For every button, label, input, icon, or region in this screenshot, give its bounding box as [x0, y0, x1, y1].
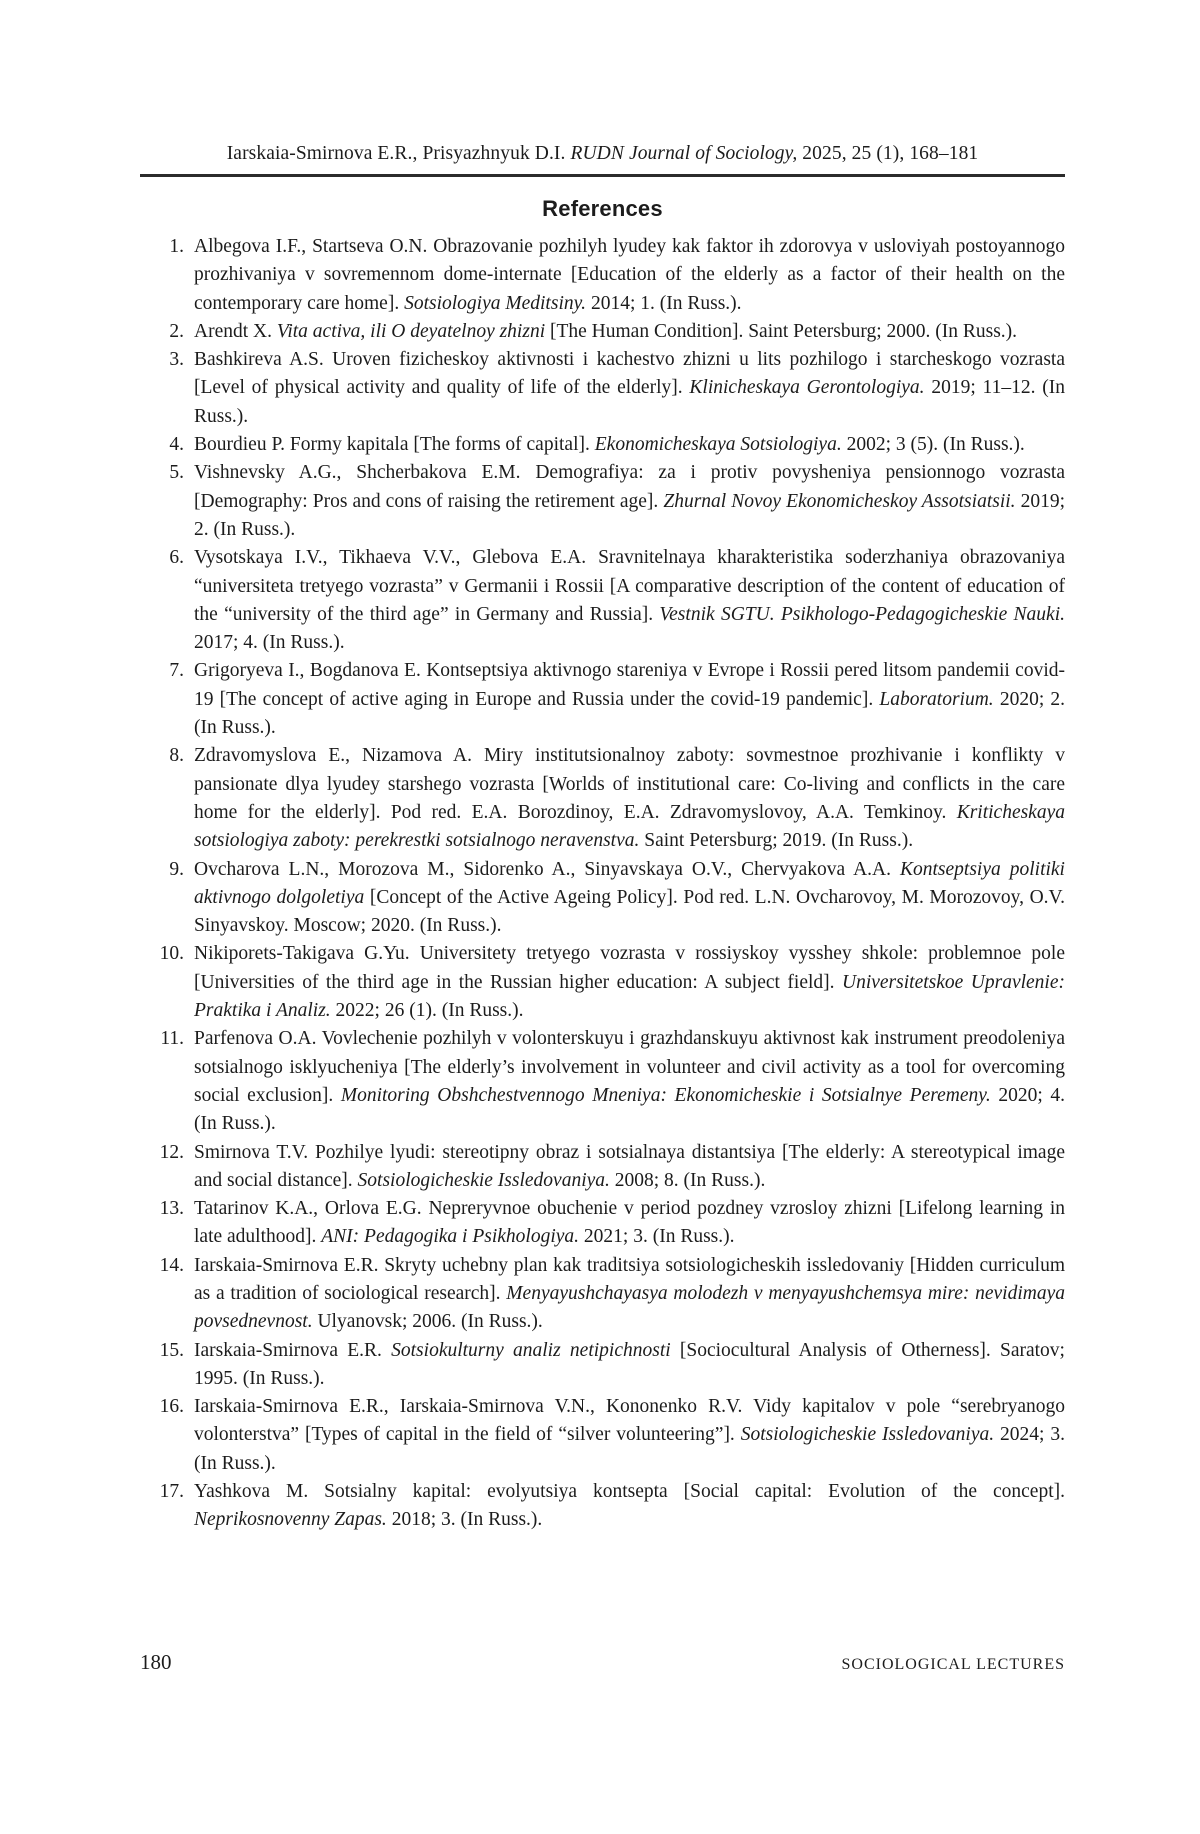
reference-number: 7. — [169, 660, 184, 682]
header-authors: Iarskaia-Smirnova E.R., Prisyazhnyuk D.I. — [226, 143, 571, 164]
reference-item — [140, 1025, 1065, 1138]
reference-number: 15. — [159, 1339, 184, 1361]
reference-number: 14. — [159, 1254, 184, 1276]
reference-item — [140, 940, 1065, 1025]
reference-item — [140, 459, 1065, 544]
reference-number: 16. — [159, 1396, 184, 1418]
reference-item — [140, 233, 1065, 318]
reference-item — [140, 1195, 1065, 1252]
reference-text: Yashkova M. Sotsialny kapital: evolyutsiya kontsepta [Social capital: Evolution of the concept]. Neprikosnovenny Zapas. 2018; 3. (In Russ.). — [194, 1481, 1065, 1531]
references-heading: References — [542, 196, 663, 221]
reference-text: Vysotskaya I.V., Tikhaeva V.V., Glebova E.A. Sravnitelnaya kharakteristika soderzhaniya obrazovaniya “universiteta tretyego vozrasta” v Germanii i Rossii [A comparative description of the content of education of the “university of the third age” in Germany and Russia]. Vestnik SGTU. Psikhologo-Pedagogicheskie Nauki. 2017; 4. (In Russ.). — [194, 547, 1065, 654]
reference-text: Grigoryeva I., Bogdanova E. Kontseptsiya aktivnogo stareniya v Evrope i Rossii pered litsom pandemii covid-19 [The concept of active aging in Europe and Russia under the covid-19 pandemic]. Laboratorium. 2020; 2. (In Russ.). — [194, 660, 1066, 739]
reference-item — [140, 346, 1065, 431]
reference-item — [140, 1478, 1065, 1535]
reference-number: 8. — [169, 745, 184, 767]
reference-text: Bourdieu P. Formy kapitala [The forms of capital]. Ekonomicheskaya Sotsiologiya. 2002; 3 (5). (In Russ.). — [194, 434, 1025, 456]
reference-text: Arendt X. Vita activa, ili O deyatelnoy zhizni [The Human Condition]. Saint Petersburg; 2000. (In Russ.). — [194, 320, 1018, 342]
reference-text: Nikiporets-Takigava G.Yu. Universitety tretyego vozrasta v rossiyskoy vysshey shkole: problemnoe pole [Universities of the third age in the Russian higher education: A subject field]. Universitetskoe Upravlenie: Praktika i Analiz. 2022; 26 (1). (In Russ.). — [194, 943, 1065, 1022]
reference-item — [140, 1139, 1065, 1196]
page-number: 180 — [140, 1650, 172, 1674]
reference-number: 1. — [169, 236, 184, 257]
reference-number: 17. — [159, 1481, 184, 1503]
reference-number: 3. — [169, 349, 184, 371]
reference-text: Vishnevsky A.G., Shcherbakova E.M. Demografiya: za i protiv povysheniya pensionnogo vozrasta [Demography: Pros and cons of raising the retirement age]. Zhurnal Novoy Ekonomicheskoy Assotsiatsii. 2019; 2. (In Russ.). — [194, 462, 1066, 540]
reference-number: 12. — [159, 1141, 184, 1163]
reference-number: 6. — [169, 547, 184, 569]
reference-item — [140, 318, 1065, 346]
reference-text: Parfenova O.A. Vovlechenie pozhilyh v volonterskuyu i grazhdanskuyu aktivnost kak instrument preodoleniya sotsialnogo isklyucheniya [The elderly’s involvement in volunteer and civil activity as a tool for overcoming social exclusion]. Monitoring Obshchestvennogo Mneniya: Ekonomicheskie i Sotsialnye Peremeny. 2020; 4. (In Russ.). — [194, 1028, 1066, 1135]
reference-text: Iarskaia-Smirnova E.R. Skryty uchebny plan kak traditsiya sotsiologicheskih issledovaniy [Hidden curriculum as a tradition of sociological research]. Menyayushchayasya molodezh v menyayushchemsya mire: nevidimaya povsednevnost. Ulyanovsk; 2006. (In Russ.). — [194, 1254, 1065, 1333]
reference-text: Iarskaia-Smirnova E.R., Iarskaia-Smirnova V.N., Kononenko R.V. Vidy kapitalov v pole “serebryanogo volonterstva” [Types of capital in the field of “silver volunteering”]. Sotsiologicheskie Issledovaniya. 2024; 3. (In Russ.). — [194, 1396, 1066, 1474]
reference-text: Smirnova T.V. Pozhilye lyudi: stereotipny obraz i sotsialnaya distantsiya [The elderly: A stereotypical image and social distance]. Sotsiologicheskie Issledovaniya. 2008; 8. (In Russ.). — [194, 1141, 1065, 1191]
reference-item — [140, 657, 1065, 742]
header-journal-title: RUDN Journal of Sociology, — [570, 143, 798, 164]
reference-number: 13. — [159, 1198, 184, 1220]
reference-text: Zdravomyslova E., Nizamova A. Miry institutsionalnoy zaboty: sovmestnoe prozhivanie i konflikty v pansionate dlya lyudey starshego vozrasta [Worlds of institutional care: Co-living and conflicts in the care home for the elderly]. Pod red. E.A. Borozdinoy, E.A. Zdravomyslovoy, A.A. Temkinoy. Kriticheskaya sotsiologiya zaboty: perekrestki sotsialnogo neravenstva. Saint Petersburg; 2019. (In Russ.). — [194, 745, 1065, 852]
reference-item — [140, 431, 1065, 459]
reference-text: Bashkireva A.S. Uroven fizicheskoy aktivnosti i kachestvo zhizni u lits pozhilogo i starcheskogo vozrasta [Level of physical activity and quality of life of the elderly]. Klinicheskaya Gerontologiya. 2019; 11–12. (In Russ.). — [194, 349, 1065, 427]
reference-text: Tatarinov K.A., Orlova E.G. Nepreryvnoe obuchenie v period pozdney vzrosloy zhizni [Lifelong learning in late adulthood]. ANI: Pedagogika i Psikhologiya. 2021; 3. (In Russ.). — [194, 1198, 1065, 1248]
references-list — [140, 233, 1065, 1535]
running-section-title: SOCIOLOGICAL LECTURES — [841, 1656, 1065, 1673]
reference-item — [140, 1252, 1065, 1337]
reference-number: 9. — [169, 858, 184, 880]
reference-text: Albegova I.F., Startseva O.N. Obrazovanie pozhilyh lyudey kak faktor ih zdorovya v usloviyah postoyannogo prozhivaniya v sovremennom dome-internate [Education of the elderly as a factor of their health on the contemporary care home]. Sotsiologiya Meditsiny. 2014; 1. (In Russ.). — [194, 236, 1065, 314]
running-header — [140, 143, 1065, 165]
reference-item — [140, 544, 1065, 657]
header-issue-info: 2025, 25 (1), 168–181 — [797, 143, 979, 164]
reference-item — [140, 742, 1065, 855]
reference-item — [140, 1393, 1065, 1478]
reference-number: 10. — [159, 943, 184, 965]
reference-number: 2. — [169, 320, 184, 342]
page-footer — [140, 1650, 1065, 1675]
reference-item — [140, 1337, 1065, 1394]
reference-number: 4. — [169, 434, 184, 456]
reference-text: Iarskaia-Smirnova E.R. Sotsiokulturny analiz netipichnosti [Sociocultural Analysis of Otherness]. Saratov; 1995. (In Russ.). — [194, 1339, 1065, 1389]
header-rule — [140, 174, 1065, 177]
reference-number: 11. — [160, 1028, 184, 1050]
reference-item — [140, 856, 1065, 941]
reference-text: Ovcharova L.N., Morozova M., Sidorenko A., Sinyavskaya O.V., Chervyakova A.A. Kontseptsiya politiki aktivnogo dolgoletiya [Concept of the Active Ageing Policy]. Pod red. L.N. Ovcharovoy, M. Morozovoy, O.V. Sinyavskoy. Moscow; 2020. (In Russ.). — [194, 858, 1065, 937]
reference-number: 5. — [169, 462, 184, 484]
